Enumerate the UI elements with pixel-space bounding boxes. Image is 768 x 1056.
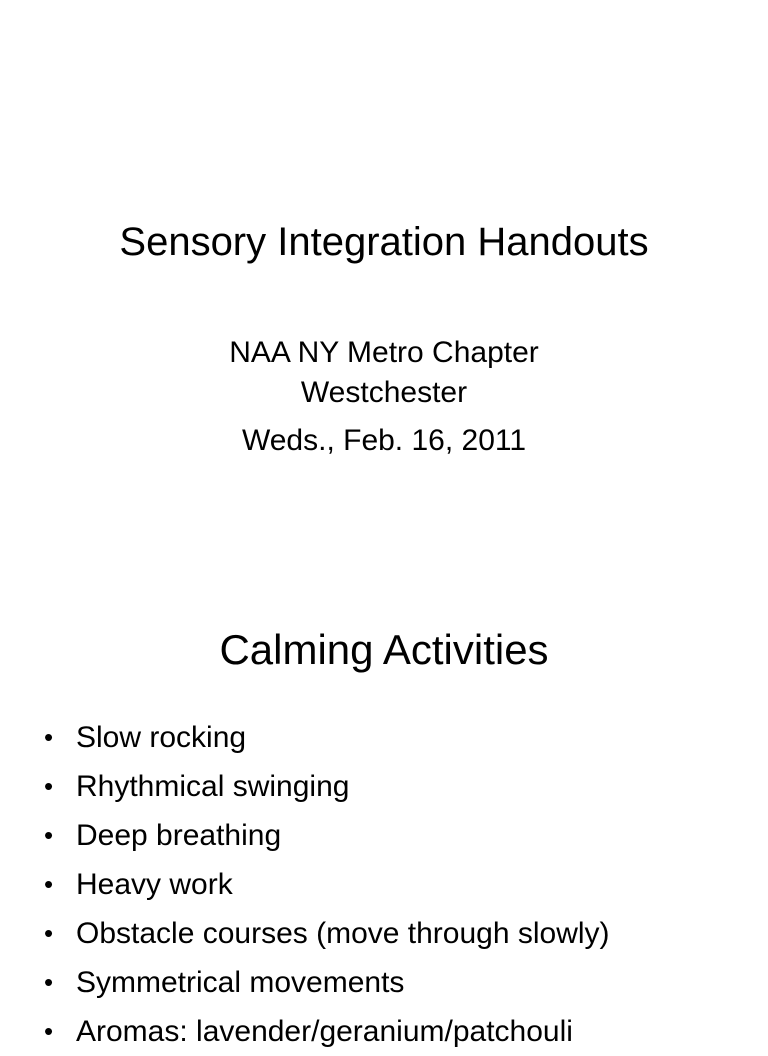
list-item (0, 811, 768, 860)
list-item (0, 860, 768, 909)
bullet-icon: • (44, 722, 54, 752)
bullet-icon: • (44, 869, 54, 899)
list-item (0, 1007, 768, 1056)
list-item-text: Rhythmical swinging (76, 770, 350, 803)
list-item (0, 762, 768, 811)
bullet-icon: • (44, 967, 54, 997)
list-item-text: Slow rocking (76, 721, 247, 754)
bullet-icon: • (44, 918, 54, 948)
slide-title: Sensory Integration Handouts (119, 220, 649, 264)
list-item-text: Symmetrical movements (76, 966, 405, 999)
list-item-text: Heavy work (76, 868, 233, 901)
bullet-icon: • (44, 820, 54, 850)
list-item-text: Obstacle courses (move through slowly) (76, 917, 610, 950)
list-item (0, 909, 768, 958)
activities-list (0, 713, 768, 1056)
bullet-icon: • (44, 1016, 54, 1046)
subtitle-location: Westchester (300, 376, 468, 409)
subtitle-organization: NAA NY Metro Chapter (229, 336, 539, 369)
list-item (0, 958, 768, 1007)
bullet-icon: • (44, 771, 54, 801)
list-item (0, 713, 768, 762)
section-title: Calming Activities (219, 626, 549, 673)
list-item-text: Aromas: lavender/geranium/patchouli (76, 1015, 573, 1048)
list-item-text: Deep breathing (76, 819, 282, 852)
subtitle-date: Weds., Feb. 16, 2011 (241, 424, 527, 457)
